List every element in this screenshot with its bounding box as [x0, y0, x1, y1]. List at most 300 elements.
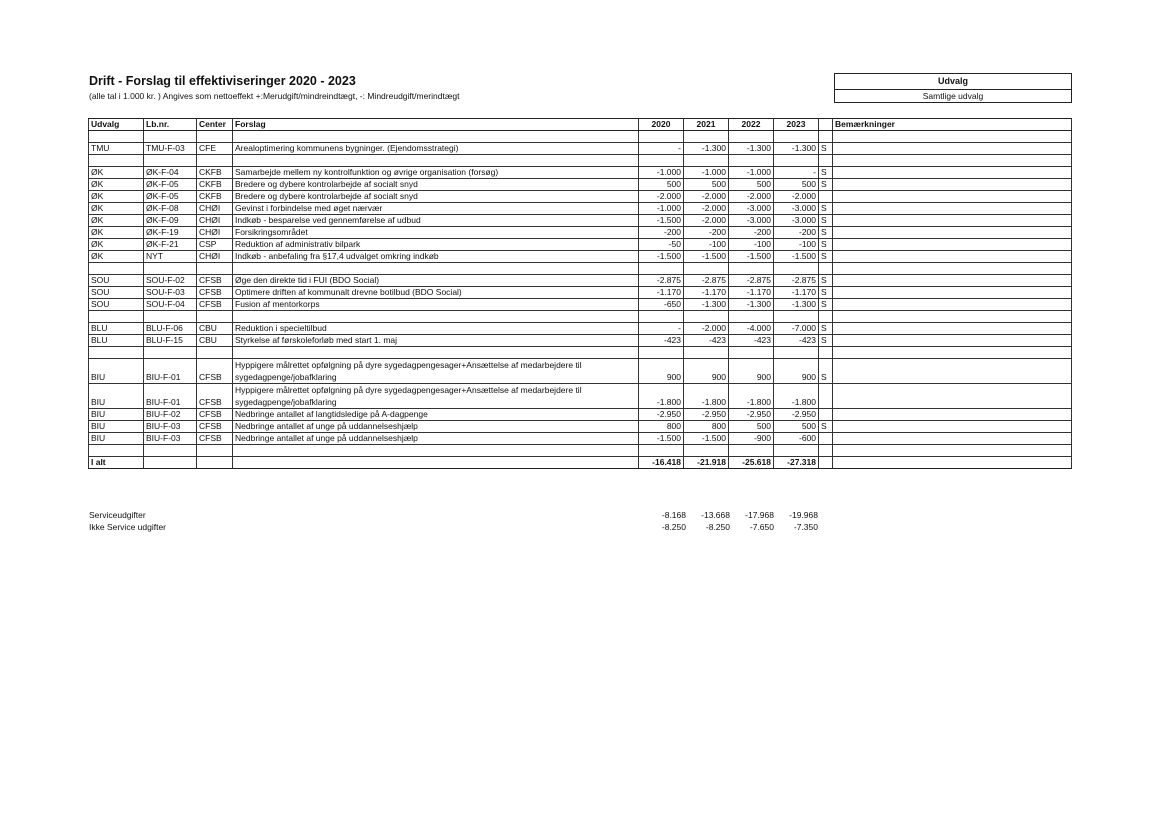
- proposals-table: [88, 118, 1072, 469]
- table-cell: [197, 131, 233, 143]
- cell-service-flag: S: [819, 299, 833, 311]
- cell-bemaerkninger: [833, 191, 1072, 203]
- table-cell: [144, 445, 197, 457]
- table-cell: [684, 131, 729, 143]
- table-cell: [819, 347, 833, 359]
- cell-2022: -1.800: [729, 384, 774, 409]
- table-cell: [233, 347, 639, 359]
- cell-service-flag: [819, 457, 833, 469]
- table-cell: [233, 263, 639, 275]
- cell-2022: 500: [729, 179, 774, 191]
- cell-center: CBU: [197, 335, 233, 347]
- table-cell: [819, 263, 833, 275]
- cell-service-flag: S: [819, 215, 833, 227]
- cell-2020: -1.500: [639, 433, 684, 445]
- table-row: [89, 323, 1072, 335]
- cell-forslag: Forsikringsområdet: [233, 227, 639, 239]
- cell-2023: -2.875: [774, 275, 819, 287]
- cell-2022: -100: [729, 239, 774, 251]
- column-header: [819, 119, 833, 131]
- column-header: Lb.nr.: [144, 119, 197, 131]
- cell-service-flag: S: [819, 239, 833, 251]
- table-cell: [144, 263, 197, 275]
- cell-2020: -200: [639, 227, 684, 239]
- cell-forslag: Indkøb - anbefaling fra §17,4 udvalget omkring indkøb: [233, 251, 639, 263]
- table-cell: [639, 263, 684, 275]
- table-cell: [729, 311, 774, 323]
- table-row: [89, 167, 1072, 179]
- cell-2020: -650: [639, 299, 684, 311]
- column-header: Center: [197, 119, 233, 131]
- cell-forslag: Bredere og dybere kontrolarbejde af socialt snyd: [233, 179, 639, 191]
- cell-bemaerkninger: [833, 457, 1072, 469]
- table-cell: [729, 347, 774, 359]
- cell-lbnr: SOU-F-03: [144, 287, 197, 299]
- cell-2023: -: [774, 167, 819, 179]
- cell-service-flag: S: [819, 275, 833, 287]
- cell-2020: -1.170: [639, 287, 684, 299]
- cell-2021: -1.300: [684, 143, 729, 155]
- table-cell: [833, 347, 1072, 359]
- table-row: [89, 239, 1072, 251]
- table-cell: [774, 131, 819, 143]
- cell-lbnr: TMU-F-03: [144, 143, 197, 155]
- cell-2023: -1.800: [774, 384, 819, 409]
- cell-udvalg: BIU: [89, 433, 144, 445]
- cell-udvalg: ØK: [89, 227, 144, 239]
- cell-service-flag: S: [819, 227, 833, 239]
- cell-lbnr: BIU-F-01: [144, 359, 197, 384]
- cell-2020: -1.000: [639, 167, 684, 179]
- cell-center: CKFB: [197, 167, 233, 179]
- cell-2023: -2.950: [774, 409, 819, 421]
- cell-center: CKFB: [197, 191, 233, 203]
- cell-lbnr: ØK-F-05: [144, 191, 197, 203]
- cell-bemaerkninger: [833, 251, 1072, 263]
- cell-lbnr: [144, 457, 197, 469]
- summary-value: -13.668: [701, 510, 730, 520]
- summary-value: -8.250: [705, 522, 730, 532]
- cell-bemaerkninger: [833, 143, 1072, 155]
- column-header: Udvalg: [89, 119, 144, 131]
- summary-value: -19.968: [789, 510, 818, 520]
- cell-udvalg: SOU: [89, 299, 144, 311]
- cell-forslag: Hyppigere målrettet opfølgning på dyre sygedagpengesager+Ansættelse af medarbejdere til sygedagpenge/jobafklaring: [233, 384, 639, 409]
- cell-2021: -1.300: [684, 299, 729, 311]
- cell-2023: -3.000: [774, 203, 819, 215]
- cell-bemaerkninger: [833, 323, 1072, 335]
- cell-2023: -600: [774, 433, 819, 445]
- cell-2021: -1.000: [684, 167, 729, 179]
- cell-center: CFSB: [197, 421, 233, 433]
- cell-2023: -7.000: [774, 323, 819, 335]
- table-cell: [639, 131, 684, 143]
- table-cell: [833, 131, 1072, 143]
- table-row: [89, 275, 1072, 287]
- cell-service-flag: S: [819, 251, 833, 263]
- cell-udvalg: BLU: [89, 335, 144, 347]
- cell-udvalg: ØK: [89, 167, 144, 179]
- table-cell: [89, 445, 144, 457]
- cell-2023: -423: [774, 335, 819, 347]
- cell-forslag: Nedbringe antallet af unge på uddannelseshjælp: [233, 433, 639, 445]
- cell-2020: -: [639, 143, 684, 155]
- cell-udvalg: BIU: [89, 409, 144, 421]
- cell-udvalg: TMU: [89, 143, 144, 155]
- cell-center: CFSB: [197, 287, 233, 299]
- cell-bemaerkninger: [833, 167, 1072, 179]
- table-row: [89, 179, 1072, 191]
- cell-2023: 900: [774, 359, 819, 384]
- cell-lbnr: ØK-F-04: [144, 167, 197, 179]
- cell-2023: -27.318: [774, 457, 819, 469]
- table-spacer-row: [89, 347, 1072, 359]
- cell-2021: -2.000: [684, 203, 729, 215]
- cell-2022: -1.300: [729, 299, 774, 311]
- cell-2023: -100: [774, 239, 819, 251]
- table-row: [89, 299, 1072, 311]
- cell-forslag: Optimere driften af kommunalt drevne botilbud (BDO Social): [233, 287, 639, 299]
- cell-forslag: Samarbejde mellem ny kontrolfunktion og øvrige organisation (forsøg): [233, 167, 639, 179]
- cell-lbnr: BIU-F-03: [144, 433, 197, 445]
- table-cell: [684, 311, 729, 323]
- cell-2021: -21.918: [684, 457, 729, 469]
- cell-forslag: Reduktion i specieltilbud: [233, 323, 639, 335]
- cell-service-flag: [819, 384, 833, 409]
- cell-bemaerkninger: [833, 227, 1072, 239]
- cell-lbnr: BIU-F-03: [144, 421, 197, 433]
- cell-2020: 500: [639, 179, 684, 191]
- cell-service-flag: S: [819, 287, 833, 299]
- cell-bemaerkninger: [833, 179, 1072, 191]
- cell-forslag: Bredere og dybere kontrolarbejde af socialt snyd: [233, 191, 639, 203]
- cell-2021: -2.950: [684, 409, 729, 421]
- cell-2021: 800: [684, 421, 729, 433]
- cell-service-flag: S: [819, 179, 833, 191]
- cell-udvalg: BLU: [89, 323, 144, 335]
- table-row: [89, 143, 1072, 155]
- cell-forslag: Øge den direkte tid i FUI (BDO Social): [233, 275, 639, 287]
- cell-forslag: [233, 457, 639, 469]
- cell-2022: 500: [729, 421, 774, 433]
- cell-udvalg: ØK: [89, 191, 144, 203]
- cell-center: CBU: [197, 323, 233, 335]
- cell-2022: -25.618: [729, 457, 774, 469]
- table-cell: [819, 445, 833, 457]
- cell-bemaerkninger: [833, 359, 1072, 384]
- cell-lbnr: ØK-F-09: [144, 215, 197, 227]
- cell-service-flag: S: [819, 421, 833, 433]
- summary-row: [89, 509, 818, 521]
- cell-lbnr: NYT: [144, 251, 197, 263]
- cell-lbnr: BLU-F-15: [144, 335, 197, 347]
- cell-center: CHØI: [197, 215, 233, 227]
- summary-value: -17.968: [745, 510, 774, 520]
- cell-lbnr: ØK-F-19: [144, 227, 197, 239]
- cell-bemaerkninger: [833, 275, 1072, 287]
- cell-center: CFSB: [197, 384, 233, 409]
- cell-forslag: Indkøb - besparelse ved gennemførelse af udbud: [233, 215, 639, 227]
- cell-service-flag: [819, 433, 833, 445]
- cell-2020: -50: [639, 239, 684, 251]
- cell-center: CHØI: [197, 227, 233, 239]
- cell-service-flag: S: [819, 203, 833, 215]
- table-cell: [684, 155, 729, 167]
- cell-service-flag: [819, 191, 833, 203]
- cell-forslag: Gevinst i forbindelse med øget nærvær: [233, 203, 639, 215]
- cell-2020: 900: [639, 359, 684, 384]
- cell-2022: -2.000: [729, 191, 774, 203]
- cell-2022: -4.000: [729, 323, 774, 335]
- cell-lbnr: BLU-F-06: [144, 323, 197, 335]
- table-row: [89, 191, 1072, 203]
- column-header: 2023: [774, 119, 819, 131]
- column-header: Forslag: [233, 119, 639, 131]
- table-cell: [774, 155, 819, 167]
- cell-udvalg: ØK: [89, 203, 144, 215]
- cell-lbnr: BIU-F-01: [144, 384, 197, 409]
- cell-bemaerkninger: [833, 239, 1072, 251]
- cell-2021: -2.000: [684, 191, 729, 203]
- cell-2020: -2.950: [639, 409, 684, 421]
- cell-2020: -423: [639, 335, 684, 347]
- cell-2021: -1.500: [684, 251, 729, 263]
- cell-center: CKFB: [197, 179, 233, 191]
- cell-2022: -3.000: [729, 215, 774, 227]
- cell-bemaerkninger: [833, 335, 1072, 347]
- cell-center: [197, 457, 233, 469]
- table-cell: [729, 131, 774, 143]
- cell-2022: -2.875: [729, 275, 774, 287]
- table-cell: [233, 445, 639, 457]
- table-cell: [89, 155, 144, 167]
- table-row: [89, 359, 1072, 384]
- cell-2020: 800: [639, 421, 684, 433]
- cell-2020: -1.800: [639, 384, 684, 409]
- cell-center: CSP: [197, 239, 233, 251]
- table-cell: [197, 311, 233, 323]
- table-cell: [774, 347, 819, 359]
- cell-udvalg: ØK: [89, 251, 144, 263]
- cell-2022: -1.300: [729, 143, 774, 155]
- cell-2020: -16.418: [639, 457, 684, 469]
- cell-2021: -2.000: [684, 215, 729, 227]
- table-cell: [729, 155, 774, 167]
- table-cell: [819, 311, 833, 323]
- column-header: Bemærkninger: [833, 119, 1072, 131]
- table-row: [89, 251, 1072, 263]
- table-total-row: [89, 457, 1072, 469]
- table-cell: [144, 311, 197, 323]
- cell-2022: -3.000: [729, 203, 774, 215]
- table-cell: [197, 155, 233, 167]
- table-cell: [639, 347, 684, 359]
- table-spacer-row: [89, 131, 1072, 143]
- udvalg-box-header: Udvalg: [835, 74, 1071, 90]
- summary-label: Serviceudgifter: [89, 510, 146, 520]
- table-cell: [144, 155, 197, 167]
- table-cell: [833, 311, 1072, 323]
- cell-2020: -1.500: [639, 251, 684, 263]
- table-cell: [833, 445, 1072, 457]
- cell-bemaerkninger: [833, 203, 1072, 215]
- cell-2020: -: [639, 323, 684, 335]
- table-cell: [684, 263, 729, 275]
- table-spacer-row: [89, 263, 1072, 275]
- cell-center: CFSB: [197, 433, 233, 445]
- table-cell: [833, 155, 1072, 167]
- summary-row: [89, 521, 818, 533]
- table-cell: [233, 131, 639, 143]
- table-cell: [233, 311, 639, 323]
- cell-2023: -1.300: [774, 143, 819, 155]
- cell-lbnr: SOU-F-04: [144, 299, 197, 311]
- table-cell: [233, 155, 639, 167]
- table-cell: [89, 263, 144, 275]
- cell-2021: -2.000: [684, 323, 729, 335]
- cell-lbnr: ØK-F-05: [144, 179, 197, 191]
- cell-service-flag: S: [819, 143, 833, 155]
- cell-2023: -3.000: [774, 215, 819, 227]
- cell-2023: -1.170: [774, 287, 819, 299]
- cell-bemaerkninger: [833, 384, 1072, 409]
- table-row: [89, 227, 1072, 239]
- table-cell: [729, 445, 774, 457]
- cell-bemaerkninger: [833, 287, 1072, 299]
- table-cell: [774, 311, 819, 323]
- cell-2021: 500: [684, 179, 729, 191]
- cell-2021: -100: [684, 239, 729, 251]
- table-cell: [639, 311, 684, 323]
- table-row: [89, 409, 1072, 421]
- cell-2022: -200: [729, 227, 774, 239]
- cell-service-flag: [819, 409, 833, 421]
- cell-2022: -1.170: [729, 287, 774, 299]
- table-cell: [774, 263, 819, 275]
- table-row: [89, 433, 1072, 445]
- cell-2023: -200: [774, 227, 819, 239]
- table-cell: [833, 263, 1072, 275]
- cell-2023: -1.500: [774, 251, 819, 263]
- cell-service-flag: S: [819, 167, 833, 179]
- cell-2022: -1.500: [729, 251, 774, 263]
- table-cell: [197, 445, 233, 457]
- table-cell: [197, 347, 233, 359]
- cell-2023: -2.000: [774, 191, 819, 203]
- table-row: [89, 384, 1072, 409]
- summary-label: Ikke Service udgifter: [89, 522, 167, 532]
- cell-udvalg: ØK: [89, 239, 144, 251]
- summary-value: -8.168: [661, 510, 686, 520]
- udvalg-box-value: Samtlige udvalg: [922, 91, 984, 101]
- cell-2020: -2.875: [639, 275, 684, 287]
- cell-service-flag: S: [819, 323, 833, 335]
- page-subtitle: (alle tal i 1.000 kr. ) Angives som nettoeffekt +:Merudgift/mindreindtægt, -: Mindreudgift/merindtægt: [89, 91, 460, 101]
- table-spacer-row: [89, 311, 1072, 323]
- cell-forslag: Reduktion af administrativ bilpark: [233, 239, 639, 251]
- table-row: [89, 287, 1072, 299]
- cell-bemaerkninger: [833, 433, 1072, 445]
- cell-forslag: Styrkelse af førskoleforløb med start 1. maj: [233, 335, 639, 347]
- cell-bemaerkninger: [833, 215, 1072, 227]
- summary: [89, 509, 818, 533]
- cell-udvalg: BIU: [89, 384, 144, 409]
- cell-udvalg: BIU: [89, 421, 144, 433]
- column-header: 2020: [639, 119, 684, 131]
- cell-2021: -2.875: [684, 275, 729, 287]
- cell-center: CFE: [197, 143, 233, 155]
- table-spacer-row: [89, 445, 1072, 457]
- cell-udvalg: SOU: [89, 275, 144, 287]
- cell-2022: 900: [729, 359, 774, 384]
- cell-center: CFSB: [197, 359, 233, 384]
- summary-value: -7.650: [749, 522, 774, 532]
- table-row: [89, 421, 1072, 433]
- table-row: [89, 215, 1072, 227]
- cell-forslag: Nedbringe antallet af langtidsledige på A-dagpenge: [233, 409, 639, 421]
- table-cell: [144, 347, 197, 359]
- table-cell: [89, 131, 144, 143]
- table-header-row: [89, 119, 1072, 131]
- summary-value: -7.350: [793, 522, 818, 532]
- table-cell: [819, 155, 833, 167]
- cell-forslag: Nedbringe antallet af unge på uddannelseshjælp: [233, 421, 639, 433]
- cell-2020: -1.000: [639, 203, 684, 215]
- cell-forslag: Hyppigere målrettet opfølgning på dyre sygedagpengesager+Ansættelse af medarbejdere til sygedagpenge/jobafklaring: [233, 359, 639, 384]
- page-title: Drift - Forslag til effektiviseringer 2020 - 2023: [89, 74, 356, 88]
- cell-2021: -1.170: [684, 287, 729, 299]
- cell-2021: -1.500: [684, 433, 729, 445]
- cell-service-flag: S: [819, 359, 833, 384]
- cell-2021: 900: [684, 359, 729, 384]
- table-cell: [89, 347, 144, 359]
- cell-udvalg: BIU: [89, 359, 144, 384]
- cell-2020: -1.500: [639, 215, 684, 227]
- cell-2023: 500: [774, 179, 819, 191]
- table-cell: [819, 131, 833, 143]
- column-header: 2021: [684, 119, 729, 131]
- cell-2023: 500: [774, 421, 819, 433]
- cell-lbnr: BIU-F-02: [144, 409, 197, 421]
- cell-2022: -2.950: [729, 409, 774, 421]
- cell-center: CFSB: [197, 275, 233, 287]
- cell-center: CFSB: [197, 409, 233, 421]
- cell-forslag: Fusion af mentorkorps: [233, 299, 639, 311]
- table-cell: [774, 445, 819, 457]
- table-cell: [639, 445, 684, 457]
- cell-2023: -1.300: [774, 299, 819, 311]
- cell-forslag: Arealoptimering kommunens bygninger. (Ejendomsstrategi): [233, 143, 639, 155]
- cell-2021: -200: [684, 227, 729, 239]
- cell-center: CHØI: [197, 203, 233, 215]
- cell-center: CHØI: [197, 251, 233, 263]
- table-cell: [89, 311, 144, 323]
- cell-bemaerkninger: [833, 421, 1072, 433]
- cell-2022: -423: [729, 335, 774, 347]
- cell-lbnr: ØK-F-21: [144, 239, 197, 251]
- cell-udvalg: ØK: [89, 179, 144, 191]
- table-row: [89, 203, 1072, 215]
- cell-service-flag: S: [819, 335, 833, 347]
- cell-2021: -423: [684, 335, 729, 347]
- cell-2020: -2.000: [639, 191, 684, 203]
- table-cell: [684, 445, 729, 457]
- cell-udvalg: SOU: [89, 287, 144, 299]
- cell-bemaerkninger: [833, 299, 1072, 311]
- table-cell: [639, 155, 684, 167]
- cell-udvalg: I alt: [89, 457, 144, 469]
- cell-udvalg: ØK: [89, 215, 144, 227]
